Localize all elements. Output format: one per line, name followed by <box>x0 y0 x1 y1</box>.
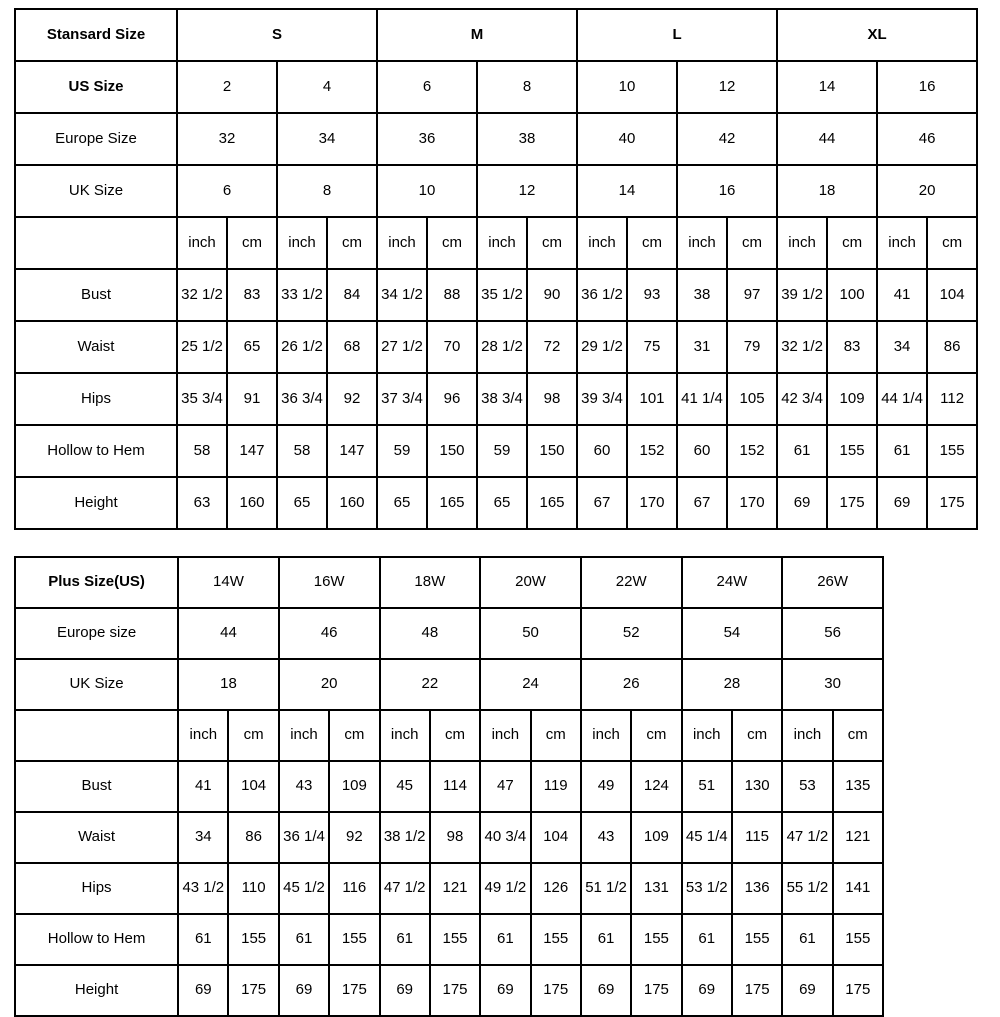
cell: 69 <box>581 965 631 1016</box>
cell: 46 <box>877 113 977 165</box>
cell: 98 <box>527 373 577 425</box>
cell: 98 <box>430 812 480 863</box>
table-row <box>15 608 883 659</box>
cell: 61 <box>682 914 732 965</box>
cell: 69 <box>480 965 530 1016</box>
table-row <box>15 659 883 710</box>
cell: 42 <box>677 113 777 165</box>
cell: 50 <box>480 608 581 659</box>
unit-cell: cm <box>732 710 782 761</box>
cell: 38 1/2 <box>380 812 430 863</box>
unit-cell: inch <box>380 710 430 761</box>
cell: 170 <box>627 477 677 529</box>
cell: 152 <box>727 425 777 477</box>
cell: 91 <box>227 373 277 425</box>
unit-cell: inch <box>279 710 329 761</box>
cell: 60 <box>677 425 727 477</box>
cell: 112 <box>927 373 977 425</box>
cell: 43 <box>581 812 631 863</box>
cell: 155 <box>927 425 977 477</box>
unit-cell: cm <box>427 217 477 269</box>
unit-cell: inch <box>277 217 327 269</box>
cell: 84 <box>327 269 377 321</box>
unit-row-empty-label <box>15 217 177 269</box>
table-row-bust <box>15 269 977 321</box>
unit-cell: cm <box>627 217 677 269</box>
cell: 130 <box>732 761 782 812</box>
cell: 2 <box>177 61 277 113</box>
cell: 121 <box>430 863 480 914</box>
cell: 38 <box>477 113 577 165</box>
cell: 97 <box>727 269 777 321</box>
cell: 34 1/2 <box>377 269 427 321</box>
cell: 58 <box>277 425 327 477</box>
row-label-waist: Waist <box>15 321 177 373</box>
cell: 8 <box>477 61 577 113</box>
table-row-units <box>15 710 883 761</box>
row-label-height: Height <box>15 477 177 529</box>
cell: 48 <box>380 608 481 659</box>
cell: 115 <box>732 812 782 863</box>
cell: 36 1/4 <box>279 812 329 863</box>
cell: 12 <box>477 165 577 217</box>
cell: 155 <box>228 914 278 965</box>
cell: 32 1/2 <box>177 269 227 321</box>
cell: 170 <box>727 477 777 529</box>
cell: 175 <box>228 965 278 1016</box>
cell: 61 <box>581 914 631 965</box>
cell: 32 <box>177 113 277 165</box>
unit-cell: cm <box>833 710 883 761</box>
cell: 150 <box>527 425 577 477</box>
cell: 36 3/4 <box>277 373 327 425</box>
cell: 54 <box>682 608 783 659</box>
unit-cell: inch <box>477 217 527 269</box>
unit-cell: inch <box>178 710 228 761</box>
cell: 45 <box>380 761 430 812</box>
unit-cell: inch <box>877 217 927 269</box>
cell: 61 <box>380 914 430 965</box>
cell: 51 1/2 <box>581 863 631 914</box>
cell: 141 <box>833 863 883 914</box>
table-row <box>15 165 977 217</box>
cell: 42 3/4 <box>777 373 827 425</box>
plus-header-label: Plus Size(US) <box>15 557 178 608</box>
cell: 29 1/2 <box>577 321 627 373</box>
cell: 93 <box>627 269 677 321</box>
unit-cell: inch <box>377 217 427 269</box>
table-row <box>15 61 977 113</box>
cell: 41 1/4 <box>677 373 727 425</box>
cell: 58 <box>177 425 227 477</box>
cell: 44 <box>178 608 279 659</box>
plus-size-group-18w: 18W <box>380 557 481 608</box>
cell: 46 <box>279 608 380 659</box>
cell: 109 <box>631 812 681 863</box>
cell: 61 <box>777 425 827 477</box>
cell: 56 <box>782 608 883 659</box>
cell: 39 3/4 <box>577 373 627 425</box>
table-row-hollow-to-hem <box>15 914 883 965</box>
cell: 69 <box>777 477 827 529</box>
unit-cell: inch <box>577 217 627 269</box>
unit-cell: cm <box>531 710 581 761</box>
plus-size-group-24w: 24W <box>682 557 783 608</box>
unit-cell: cm <box>827 217 877 269</box>
unit-cell: inch <box>782 710 832 761</box>
cell: 45 1/2 <box>279 863 329 914</box>
unit-cell: cm <box>631 710 681 761</box>
cell: 34 <box>877 321 927 373</box>
cell: 69 <box>380 965 430 1016</box>
cell: 40 <box>577 113 677 165</box>
cell: 65 <box>227 321 277 373</box>
cell: 14 <box>577 165 677 217</box>
cell: 160 <box>227 477 277 529</box>
cell: 43 <box>279 761 329 812</box>
table-row-waist <box>15 321 977 373</box>
cell: 69 <box>682 965 732 1016</box>
cell: 88 <box>427 269 477 321</box>
cell: 155 <box>732 914 782 965</box>
plus-size-group-20w: 20W <box>480 557 581 608</box>
cell: 20 <box>877 165 977 217</box>
standard-header-label: Stansard Size <box>15 9 177 61</box>
cell: 30 <box>782 659 883 710</box>
cell: 35 3/4 <box>177 373 227 425</box>
cell: 175 <box>329 965 379 1016</box>
cell: 10 <box>577 61 677 113</box>
cell: 124 <box>631 761 681 812</box>
cell: 33 1/2 <box>277 269 327 321</box>
table-row-height <box>15 477 977 529</box>
cell: 28 1/2 <box>477 321 527 373</box>
cell: 155 <box>833 914 883 965</box>
cell: 160 <box>327 477 377 529</box>
cell: 61 <box>178 914 228 965</box>
row-label-uk-size: UK Size <box>15 165 177 217</box>
cell: 59 <box>477 425 527 477</box>
cell: 61 <box>279 914 329 965</box>
cell: 155 <box>329 914 379 965</box>
cell: 40 3/4 <box>480 812 530 863</box>
cell: 83 <box>827 321 877 373</box>
cell: 104 <box>927 269 977 321</box>
cell: 37 3/4 <box>377 373 427 425</box>
cell: 155 <box>827 425 877 477</box>
cell: 114 <box>430 761 480 812</box>
cell: 86 <box>927 321 977 373</box>
cell: 38 <box>677 269 727 321</box>
cell: 79 <box>727 321 777 373</box>
unit-cell: inch <box>682 710 732 761</box>
cell: 39 1/2 <box>777 269 827 321</box>
cell: 131 <box>631 863 681 914</box>
table-row-hips <box>15 863 883 914</box>
cell: 119 <box>531 761 581 812</box>
cell: 24 <box>480 659 581 710</box>
plus-size-table-body <box>15 557 883 1016</box>
row-label-waist: Waist <box>15 812 178 863</box>
cell: 65 <box>377 477 427 529</box>
cell: 20 <box>279 659 380 710</box>
unit-cell: cm <box>527 217 577 269</box>
cell: 38 3/4 <box>477 373 527 425</box>
cell: 175 <box>732 965 782 1016</box>
cell: 59 <box>377 425 427 477</box>
table-row-bust <box>15 761 883 812</box>
cell: 44 <box>777 113 877 165</box>
cell: 69 <box>279 965 329 1016</box>
cell: 6 <box>177 165 277 217</box>
row-label-hips: Hips <box>15 863 178 914</box>
cell: 16 <box>877 61 977 113</box>
cell: 47 <box>480 761 530 812</box>
cell: 105 <box>727 373 777 425</box>
cell: 101 <box>627 373 677 425</box>
cell: 8 <box>277 165 377 217</box>
cell: 4 <box>277 61 377 113</box>
cell: 155 <box>430 914 480 965</box>
cell: 53 <box>782 761 832 812</box>
cell: 63 <box>177 477 227 529</box>
cell: 175 <box>927 477 977 529</box>
cell: 109 <box>827 373 877 425</box>
cell: 61 <box>480 914 530 965</box>
plus-size-group-22w: 22W <box>581 557 682 608</box>
table-row-height <box>15 965 883 1016</box>
cell: 126 <box>531 863 581 914</box>
cell: 69 <box>178 965 228 1016</box>
cell: 90 <box>527 269 577 321</box>
cell: 116 <box>329 863 379 914</box>
cell: 18 <box>178 659 279 710</box>
row-label-hollow-to-hem: Hollow to Hem <box>15 914 178 965</box>
unit-cell: inch <box>581 710 631 761</box>
cell: 175 <box>631 965 681 1016</box>
cell: 100 <box>827 269 877 321</box>
table-row-hollow-to-hem <box>15 425 977 477</box>
cell: 61 <box>782 914 832 965</box>
cell: 175 <box>430 965 480 1016</box>
plus-size-group-14w: 14W <box>178 557 279 608</box>
table-row-size-group <box>15 9 977 61</box>
cell: 26 <box>581 659 682 710</box>
cell: 165 <box>427 477 477 529</box>
cell: 135 <box>833 761 883 812</box>
cell: 104 <box>228 761 278 812</box>
unit-cell: inch <box>480 710 530 761</box>
table-row <box>15 113 977 165</box>
cell: 67 <box>677 477 727 529</box>
cell: 92 <box>329 812 379 863</box>
table-row-waist <box>15 812 883 863</box>
row-label-us-size: US Size <box>15 61 177 113</box>
cell: 22 <box>380 659 481 710</box>
cell: 109 <box>329 761 379 812</box>
cell: 28 <box>682 659 783 710</box>
cell: 104 <box>531 812 581 863</box>
unit-cell: inch <box>777 217 827 269</box>
cell: 72 <box>527 321 577 373</box>
size-group-l: L <box>577 9 777 61</box>
cell: 32 1/2 <box>777 321 827 373</box>
cell: 34 <box>178 812 228 863</box>
cell: 175 <box>531 965 581 1016</box>
plus-size-group-26w: 26W <box>782 557 883 608</box>
cell: 60 <box>577 425 627 477</box>
unit-cell: cm <box>727 217 777 269</box>
cell: 43 1/2 <box>178 863 228 914</box>
cell: 14 <box>777 61 877 113</box>
row-label-uk-size: UK Size <box>15 659 178 710</box>
cell: 69 <box>782 965 832 1016</box>
cell: 49 <box>581 761 631 812</box>
table-row-units <box>15 217 977 269</box>
cell: 70 <box>427 321 477 373</box>
plus-size-table <box>14 556 884 1017</box>
row-label-europe-size: Europe size <box>15 608 178 659</box>
size-group-m: M <box>377 9 577 61</box>
cell: 175 <box>827 477 877 529</box>
table-row-hips <box>15 373 977 425</box>
cell: 45 1/4 <box>682 812 732 863</box>
cell: 155 <box>531 914 581 965</box>
cell: 34 <box>277 113 377 165</box>
cell: 86 <box>228 812 278 863</box>
cell: 27 1/2 <box>377 321 427 373</box>
unit-cell: cm <box>228 710 278 761</box>
row-label-hips: Hips <box>15 373 177 425</box>
unit-cell: inch <box>677 217 727 269</box>
unit-cell: inch <box>177 217 227 269</box>
cell: 47 1/2 <box>380 863 430 914</box>
cell: 6 <box>377 61 477 113</box>
row-label-europe-size: Europe Size <box>15 113 177 165</box>
standard-size-table <box>14 8 978 530</box>
cell: 155 <box>631 914 681 965</box>
cell: 147 <box>227 425 277 477</box>
cell: 41 <box>178 761 228 812</box>
cell: 92 <box>327 373 377 425</box>
cell: 18 <box>777 165 877 217</box>
unit-cell: cm <box>927 217 977 269</box>
plus-size-table-wrapper <box>14 556 976 1017</box>
unit-cell: cm <box>329 710 379 761</box>
cell: 53 1/2 <box>682 863 732 914</box>
cell: 65 <box>277 477 327 529</box>
size-group-s: S <box>177 9 377 61</box>
cell: 41 <box>877 269 927 321</box>
cell: 83 <box>227 269 277 321</box>
row-label-bust: Bust <box>15 761 178 812</box>
cell: 44 1/4 <box>877 373 927 425</box>
cell: 25 1/2 <box>177 321 227 373</box>
cell: 175 <box>833 965 883 1016</box>
row-label-hollow-to-hem: Hollow to Hem <box>15 425 177 477</box>
cell: 31 <box>677 321 727 373</box>
cell: 36 <box>377 113 477 165</box>
row-label-bust: Bust <box>15 269 177 321</box>
row-label-height: Height <box>15 965 178 1016</box>
cell: 12 <box>677 61 777 113</box>
plus-size-group-16w: 16W <box>279 557 380 608</box>
cell: 152 <box>627 425 677 477</box>
unit-cell: cm <box>327 217 377 269</box>
cell: 67 <box>577 477 627 529</box>
cell: 16 <box>677 165 777 217</box>
unit-row-empty-label <box>15 710 178 761</box>
cell: 36 1/2 <box>577 269 627 321</box>
cell: 26 1/2 <box>277 321 327 373</box>
cell: 49 1/2 <box>480 863 530 914</box>
cell: 121 <box>833 812 883 863</box>
cell: 52 <box>581 608 682 659</box>
cell: 35 1/2 <box>477 269 527 321</box>
cell: 96 <box>427 373 477 425</box>
unit-cell: cm <box>227 217 277 269</box>
unit-cell: cm <box>430 710 480 761</box>
table-row-size-group <box>15 557 883 608</box>
cell: 68 <box>327 321 377 373</box>
cell: 147 <box>327 425 377 477</box>
cell: 51 <box>682 761 732 812</box>
cell: 110 <box>228 863 278 914</box>
size-group-xl: XL <box>777 9 977 61</box>
cell: 61 <box>877 425 927 477</box>
cell: 136 <box>732 863 782 914</box>
cell: 75 <box>627 321 677 373</box>
cell: 55 1/2 <box>782 863 832 914</box>
cell: 47 1/2 <box>782 812 832 863</box>
cell: 150 <box>427 425 477 477</box>
standard-size-table-body <box>15 9 977 529</box>
cell: 65 <box>477 477 527 529</box>
cell: 165 <box>527 477 577 529</box>
table-divider-gap <box>14 530 986 556</box>
cell: 69 <box>877 477 927 529</box>
cell: 10 <box>377 165 477 217</box>
